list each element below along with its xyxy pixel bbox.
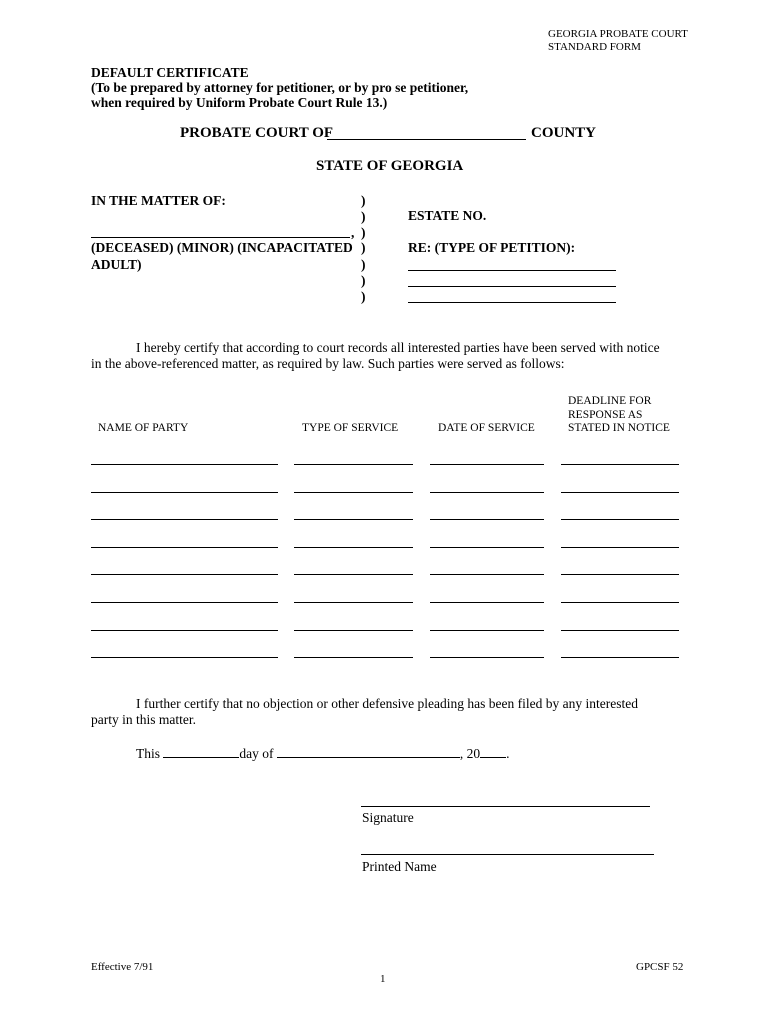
deadline-field[interactable] [561,547,679,548]
deadline-field[interactable] [561,492,679,493]
caption-paren: ) [361,289,366,304]
certify-text-line2: in the above-referenced matter, as required by law. Such parties were served as follows: [91,356,565,371]
petition-type-field-3[interactable] [408,302,616,303]
caption-paren: ) [361,193,366,208]
col-header-deadline [568,395,670,436]
deadline-field[interactable] [561,630,679,631]
year-prefix: , 20 [459,746,481,761]
date-line [136,745,510,762]
service-type-field[interactable] [294,519,413,520]
state-of-georgia: STATE OF GEORGIA [316,158,464,174]
col-header-type-of-service: TYPE OF SERVICE [302,422,399,434]
deadline-field[interactable] [561,519,679,520]
signature-field[interactable] [361,806,650,807]
col-header-date-of-service: DATE OF SERVICE [438,422,535,434]
form-code: GPCSF 52 [636,961,684,973]
month-field[interactable] [277,745,460,758]
col-header-name-of-party: NAME OF PARTY [98,422,189,434]
service-type-field[interactable] [294,492,413,493]
matter-comma: , [351,225,355,240]
status-line-2: ADULT) [91,257,142,272]
page-number: 1 [380,973,386,985]
printed-name-field[interactable] [361,854,654,855]
party-name-field[interactable] [91,492,278,493]
service-type-field[interactable] [294,657,413,658]
service-type-field[interactable] [294,574,413,575]
service-date-field[interactable] [430,657,544,658]
header-court-line: GEORGIA PROBATE COURT [548,28,688,40]
further-text-line1: I further certify that no objection or other defensive pleading has been filed by any interested [136,696,638,711]
service-date-field[interactable] [430,630,544,631]
party-name-field[interactable] [91,574,278,575]
further-text-line2: party in this matter. [91,712,196,727]
caption-paren: ) [361,257,366,272]
deadline-field[interactable] [561,574,679,575]
form-subtitle-line1: (To be prepared by attorney for petitioner, or by pro se petitioner, [91,80,469,95]
service-type-field[interactable] [294,464,413,465]
service-type-field[interactable] [294,630,413,631]
signature-label: Signature [362,810,414,825]
caption-paren: ) [361,240,366,255]
service-date-field[interactable] [430,547,544,548]
matter-name-field[interactable] [91,237,350,238]
header-form-line: STANDARD FORM [548,41,641,53]
party-name-field[interactable] [91,519,278,520]
service-type-field[interactable] [294,602,413,603]
party-name-field[interactable] [91,602,278,603]
party-name-field[interactable] [91,630,278,631]
col-header-deadline-line1: DEADLINE FOR [568,395,652,407]
caption-paren: ) [361,209,366,224]
service-date-field[interactable] [430,492,544,493]
party-name-field[interactable] [91,657,278,658]
form-subtitle-line2: when required by Uniform Probate Court Rule 13.) [91,95,388,110]
service-date-field[interactable] [430,519,544,520]
county-name-field[interactable] [327,139,526,140]
status-line-1: (DECEASED) (MINOR) (INCAPACITATED [91,240,353,255]
petition-type-field-1[interactable] [408,270,616,271]
service-date-field[interactable] [430,464,544,465]
printed-name-label: Printed Name [362,859,437,874]
caption-paren: ) [361,273,366,288]
petition-type-field-2[interactable] [408,286,616,287]
type-of-petition-label: RE: (TYPE OF PETITION): [408,240,576,255]
deadline-field[interactable] [561,657,679,658]
day-field[interactable] [163,745,239,758]
caption-paren: ) [361,225,366,240]
service-date-field[interactable] [430,574,544,575]
col-header-deadline-line3: STATED IN NOTICE [568,422,670,434]
form-title: DEFAULT CERTIFICATE [91,65,249,80]
this-label: This [136,746,161,761]
col-header-deadline-line2: RESPONSE AS [568,408,643,421]
certify-text-line1: I hereby certify that according to court records all interested parties have been served with notice [136,340,660,355]
probate-court-label: PROBATE COURT OF [180,125,334,141]
footer-effective-date: Effective 7/91 [91,961,154,973]
deadline-field[interactable] [561,464,679,465]
county-label: COUNTY [531,125,597,141]
in-the-matter-of-label: IN THE MATTER OF: [91,193,226,208]
party-name-field[interactable] [91,547,278,548]
service-date-field[interactable] [430,602,544,603]
day-of-label: day of [239,746,274,761]
estate-no-label: ESTATE NO. [408,208,487,223]
date-period: . [506,746,510,761]
deadline-field[interactable] [561,602,679,603]
year-field[interactable] [480,745,506,758]
service-type-field[interactable] [294,547,413,548]
party-name-field[interactable] [91,464,278,465]
